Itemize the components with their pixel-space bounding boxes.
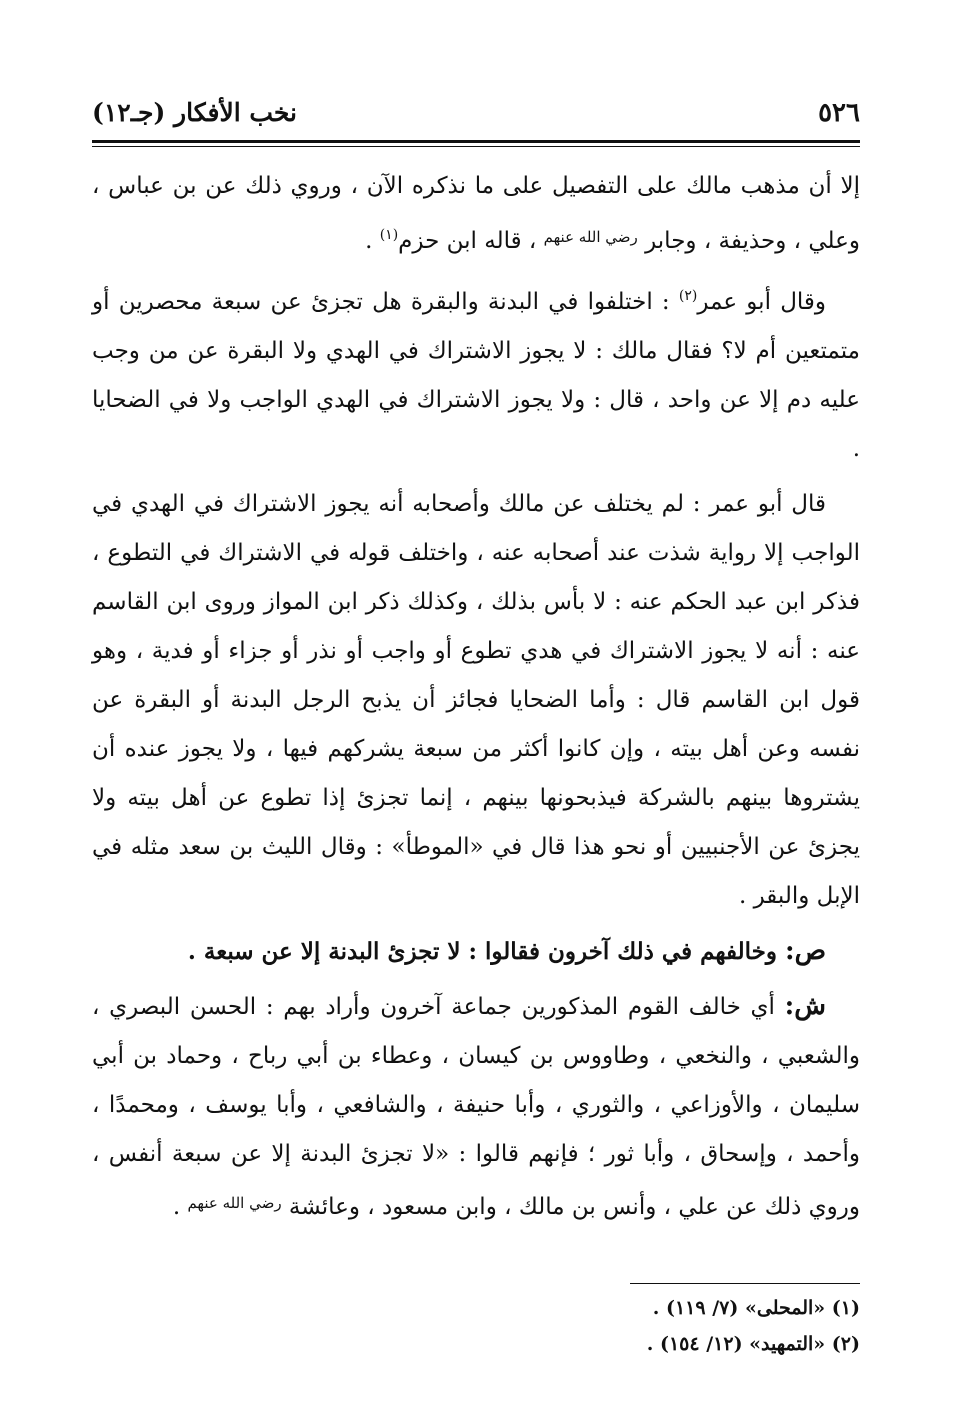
paragraph-4-text: وخالفهم في ذلك آخرون فقالوا : لا تجزئ البدنة إلا عن سبعة .	[187, 938, 785, 965]
page-number: ٥٢٦	[818, 98, 860, 128]
header-rule-thick	[92, 140, 860, 143]
footnote-ref-1[interactable]: (١)	[379, 227, 399, 243]
footnote-2: (٢) «التمهيد» (١٢/ ١٥٤) .	[646, 1333, 860, 1355]
footnote-ref-2[interactable]: (٢)	[678, 288, 698, 304]
paragraph-5-text-a: أي خالف القوم المذكورين جماعة آخرون وأراد بهم : الحسن البصري ، والشعبي ، والنخعي ، وطاووس بن كيسان ، وعطاء بن أبي رباح ، وحماد بن أبي سليمان ، والأوزاعي ، والثوري ، وأبا حنيفة ، والشافعي ، وأبا يوسف ، ومحمدًا ، وأحمد ، وإسحاق ، وأبا ثور ؛ فإنهم قالوا : «لا تجزئ البدنة إلا عن سبعة أنفس ، وروي ذلك عن علي ، وأنس بن مالك ، وابن مسعود ، وعائشة	[92, 994, 860, 1220]
page-header	[92, 98, 860, 138]
paragraph-1-text-c: .	[365, 228, 380, 254]
paragraph-1-text-a: إلا أن مذهب مالك على التفصيل على ما نذكره الآن ، وروي ذلك عن بن عباس ، وعلي ، وحذيفة ، وجابر	[92, 173, 860, 254]
paragraph-1	[92, 162, 860, 266]
running-title: نخب الأفكار (جـ١٢)	[92, 98, 298, 127]
paragraph-2-text-b: : اختلفوا في البدنة والبقرة هل تجزئ عن سبعة محصرين أو متمتعين أم لا؟ فقال مالك : لا يجوز الاشتراك في الهدي ولا البقرة عن من وجب عليه دم إلا عن واحد ، قال : ولا يجوز الاشتراك في الهدي الواجب ولا في الضحايا .	[92, 289, 860, 462]
paragraph-5-text-b: .	[172, 1194, 188, 1220]
paragraph-2	[92, 272, 860, 474]
paragraph-5	[92, 982, 860, 1232]
paragraph-2-text-a: وقال أبو عمر	[697, 289, 827, 315]
paragraph-3: قال أبو عمر : لم يختلف عن مالك وأصحابه أنه يجوز الاشتراك في الهدي في الواجب إلا رواية شذت عند أصحابه عنه ، واختلف قوله في الاشتراك في التطوع ، فذكر ابن عبد الحكم عنه : لا بأس بذلك ، وكذلك ذكر ابن المواز وروى ابن القاسم عنه : أنه لا يجوز الاشتراك في هدي تطوع أو واجب أو نذر أو جزاء أو فدية ، وهو قول ابن القاسم قال : وأما الضحايا فجائز أن يذبح الرجل البدنة أو البقرة عن نفسه وعن أهل بيته ، وإن كانوا أكثر من سبعة يشركهم فيها ، ولا يجوز عنده أن يشتروها بينهم بالشركة فيذبحونها بينهم ، إنما تجزئ إذا تطوع عن أهل بيته ولا يجزئ عن الأجنبيين أو نحو هذا قال في «الموطأ» : وقال الليث بن سعد مثله في الإبل والبقر .	[92, 491, 860, 909]
footnote-separator	[630, 1283, 860, 1284]
footnote-1: (١) «المحلى» (٧/ ١١٩) .	[652, 1297, 860, 1319]
honorific-symbol: رضي الله عنهم	[543, 228, 638, 246]
text-marker-sad: ص:	[784, 936, 826, 966]
footnotes	[92, 1290, 860, 1362]
honorific-symbol: رضي الله عنهم	[187, 1194, 282, 1212]
paragraph-1-text-b: ، قاله ابن حزم	[398, 228, 544, 254]
paragraph-4	[92, 927, 860, 976]
commentary-marker-shin: ش:	[784, 991, 826, 1021]
main-text	[92, 162, 860, 1238]
header-rule-thin	[92, 146, 860, 147]
